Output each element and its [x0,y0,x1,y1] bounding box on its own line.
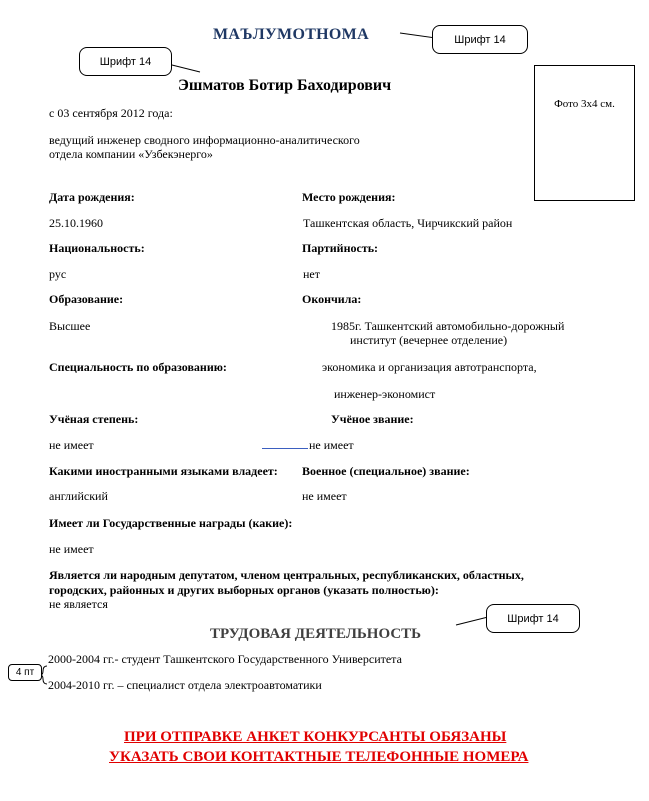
degree-value: не имеет [49,438,94,452]
spacing-4pt-callout: 4 пт [8,664,42,681]
party-label: Партийность: [302,241,379,255]
underline-mark [262,448,308,449]
position-line-2: отдела компании «Узбекэнерго» [49,147,213,161]
awards-label: Имеет ли Государственные награды (какие): [49,516,293,530]
rank-label: Учёное звание: [331,412,414,426]
education-value: Высшее [49,319,91,333]
party-value: нет [303,267,320,281]
font-size-callout-name: Шрифт 14 [79,47,172,76]
nationality-label: Национальность: [49,241,145,255]
birth-place-value: Ташкентская область, Чирчикский район [303,216,513,230]
specialty-label: Специальность по образованию: [49,360,227,374]
graduated-label: Окончила: [302,292,362,306]
awards-value: не имеет [49,542,94,556]
languages-label: Какими иностранными языками владеет: [49,464,278,478]
font-size-callout-work: Шрифт 14 [486,604,580,633]
graduated-line-1: 1985г. Ташкентский автомобильно-дорожный [331,319,565,333]
military-label: Военное (специальное) звание: [302,464,470,478]
birth-place-label: Место рождения: [302,190,396,204]
since-date: с 03 сентября 2012 года: [49,106,173,120]
work-entry: 2004-2010 гг. – специалист отдела электроавтоматики [48,678,322,692]
birth-date-label: Дата рождения: [49,190,135,204]
position-line-1: ведущий инженер сводного информационно-аналитического [49,133,360,147]
work-entry: 2000-2004 гг.- студент Ташкентского Государственного Университета [48,652,402,666]
deputy-label-line-1: Является ли народным депутатом, членом центральных, республиканских, областных, [49,568,524,582]
person-name: Эшматов Ботир Баходирович [178,77,392,94]
photo-placeholder [534,65,635,201]
military-value: не имеет [302,489,347,503]
photo-label: Фото 3х4 см. [554,98,615,110]
graduated-line-2: институт (вечернее отделение) [350,333,508,347]
degree-label: Учёная степень: [49,412,139,426]
deputy-value: не является [49,597,108,611]
font-size-callout-top: Шрифт 14 [432,25,528,54]
work-history-title: ТРУДОВАЯ ДЕЯТЕЛЬНОСТЬ [210,626,422,642]
notice-line-1: ПРИ ОТПРАВКЕ АНКЕТ КОНКУРСАНТЫ ОБЯЗАНЫ [124,729,507,745]
notice-line-2: УКАЗАТЬ СВОИ КОНТАКТНЫЕ ТЕЛЕФОННЫЕ НОМЕРА [109,749,529,765]
specialty-line-2: инженер-экономист [334,387,436,401]
rank-value: не имеет [309,438,354,452]
languages-value: английский [49,489,108,503]
education-label: Образование: [49,292,124,306]
birth-date-value: 25.10.1960 [49,216,103,230]
document-title: МАЪЛУМОТНОМА [213,26,369,43]
deputy-label-line-2: городских, районных и других выборных органов (указать полностью): [49,583,439,597]
nationality-value: рус [49,267,67,281]
specialty-line-1: экономика и организация автотранспорта, [322,360,537,374]
